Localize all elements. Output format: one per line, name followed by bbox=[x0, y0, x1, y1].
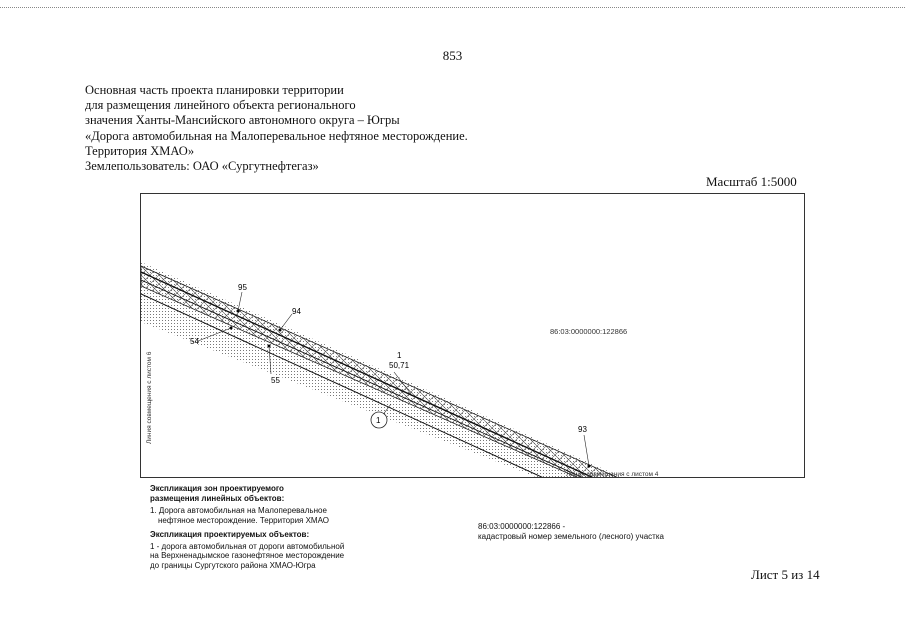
page-top-border bbox=[0, 7, 905, 8]
title-line: для размещения линейного объекта регионального bbox=[85, 98, 356, 113]
title-line: значения Ханты-Мансийского автономного округа – Югры bbox=[85, 113, 400, 128]
title-line: «Дорога автомобильная на Малоперевальное нефтяное месторождение. bbox=[85, 128, 468, 143]
legend-zones-item: нефтяное месторождение. Территория ХМАО bbox=[158, 515, 329, 525]
legend-objects-item: 1 - дорога автомобильная от дороги автомобильной bbox=[150, 541, 345, 551]
point-label-94: 94 bbox=[292, 307, 301, 316]
sheet-number: Лист 5 из 14 bbox=[751, 567, 820, 582]
legend-zones bbox=[150, 484, 329, 525]
point-label-55: 55 bbox=[271, 376, 280, 385]
legend-objects-title: Экспликация проектируемых объектов: bbox=[150, 530, 310, 539]
parcel-id-label: 86:03:0000000:122866 bbox=[550, 327, 628, 336]
land-user-line: Землепользователь: ОАО «Сургутнефтегаз» bbox=[85, 159, 319, 174]
legend-objects bbox=[150, 530, 344, 570]
map-frame bbox=[140, 193, 805, 478]
title-line: Территория ХМАО» bbox=[85, 143, 195, 158]
point-label-95: 95 bbox=[238, 283, 247, 292]
legend-parcel bbox=[478, 522, 664, 541]
planning-zone-area bbox=[141, 262, 626, 478]
bottom-border-label: Линия совмещения с листом 4 bbox=[566, 471, 659, 478]
point-label-93: 93 bbox=[578, 425, 587, 434]
legend-zones-title: Экспликация зон проектируемого bbox=[150, 484, 284, 493]
page-number: 853 bbox=[442, 48, 463, 63]
document-title bbox=[85, 83, 468, 174]
point-label-54: 54 bbox=[190, 337, 199, 346]
segment-length: 50,71 bbox=[389, 361, 410, 370]
zone-number: 1 bbox=[376, 416, 381, 425]
legend-objects-item: на Верхненадымское газонефтяное месторождение bbox=[150, 551, 345, 561]
title-line: Основная часть проекта планировки территории bbox=[85, 83, 344, 97]
map-drawing bbox=[141, 194, 805, 478]
legend-parcel-desc: кадастровый номер земельного (лесного) участка bbox=[478, 531, 664, 541]
legend-objects-item: до границы Сургутского района ХМАО-Югра bbox=[150, 560, 316, 570]
legend-parcel-id: 86:03:0000000:122866 - bbox=[478, 522, 566, 531]
legend-zones-item: 1. Дорога автомобильная на Малоперевальное bbox=[150, 506, 327, 516]
map-scale: Масштаб 1:5000 bbox=[706, 174, 797, 189]
legend-zones-title: размещения линейных объектов: bbox=[150, 493, 285, 503]
left-border-label: Линия совмещения с листом 6 bbox=[146, 351, 153, 444]
segment-number: 1 bbox=[397, 351, 402, 360]
